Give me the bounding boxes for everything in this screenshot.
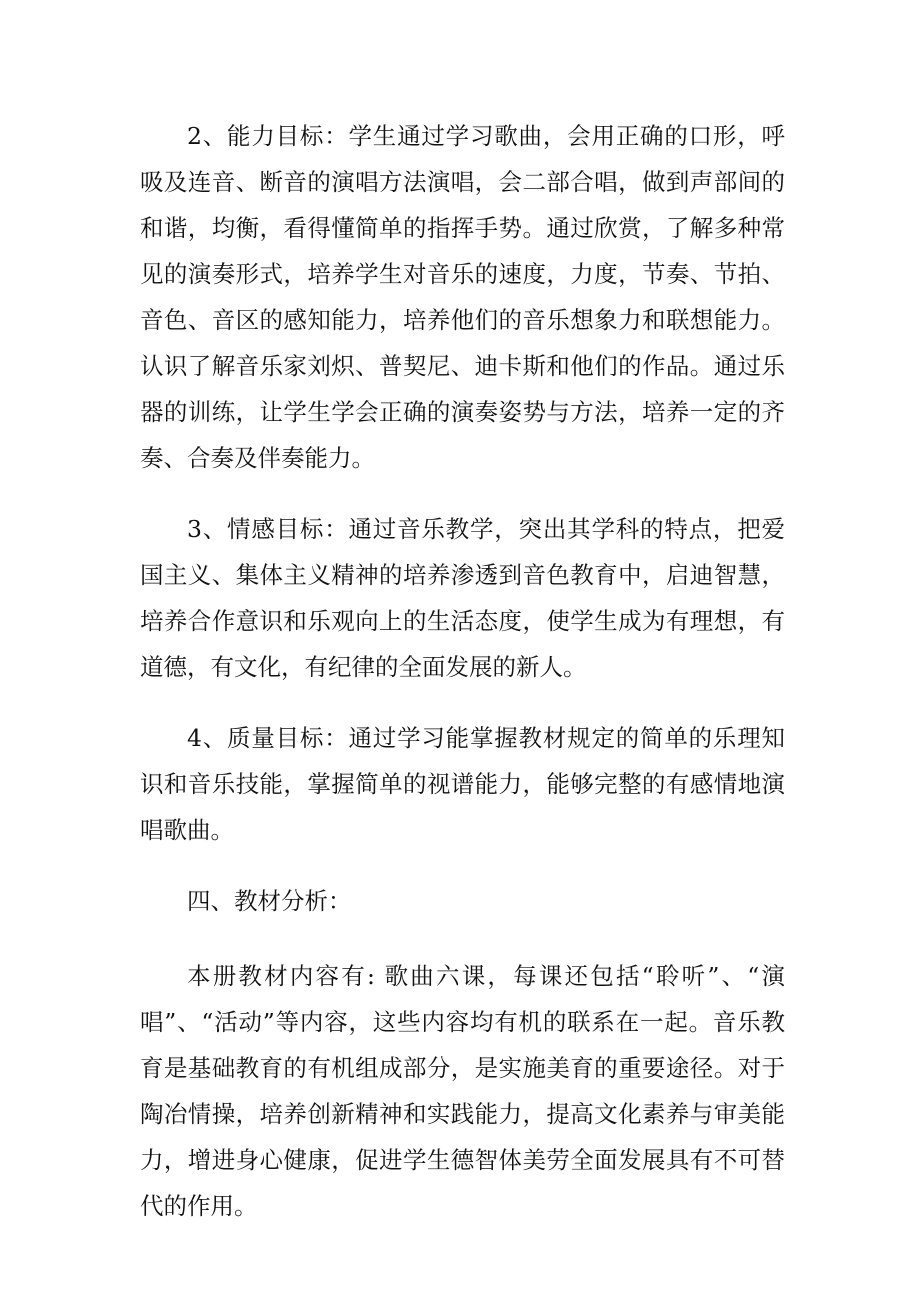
paragraph-textbook-content: 本册教材内容有: 歌曲六课，每课还包括“聆听”、“演唱”、“活动”等内容，这些内容均有机的联系在一起。音乐教育是基础教育的有机组成部分，是实施美育的重要途径。对于陶冶情操，培养创新精神和实践能力，提高文化素养与审美能力，增进身心健康，促进学生德智体美劳全面发展具有不可替代的作用。 bbox=[140, 962, 785, 1220]
paragraph-ability-goal: 2、能力目标：学生通过学习歌曲，会用正确的口形，呼吸及连音、断音的演唱方法演唱，会二部合唱，做到声部间的和谐，均衡，看得懂简单的指挥手势。通过欣赏，了解多种常见的演奏形式，培养学生对音乐的速度，力度，节奏、节拍、音色、音区的感知能力，培养他们的音乐想象力和联想能力。认识了解音乐家刘炽、普契尼、迪卡斯和他们的作品。通过乐器的训练，让学生学会正确的演奏姿势与方法，培养一定的齐奏、合奏及伴奏能力。 bbox=[140, 122, 785, 472]
section-heading-textbook-analysis: 四、教材分析： bbox=[187, 887, 352, 915]
paragraph-quality-goal: 4、质量目标：通过学习能掌握教材规定的简单的乐理知识和音乐技能，掌握简单的视谱能力，能够完整的有感情地演唱歌曲。 bbox=[140, 724, 785, 844]
paragraph-emotion-goal: 3、情感目标：通过音乐教学，突出其学科的特点，把爱国主义、集体主义精神的培养渗透到音色教育中，启迪智慧，培养合作意识和乐观向上的生活态度，使学生成为有理想，有道德，有文化，有纪律的全面发展的新人。 bbox=[140, 515, 785, 681]
document-page bbox=[140, 113, 785, 1254]
